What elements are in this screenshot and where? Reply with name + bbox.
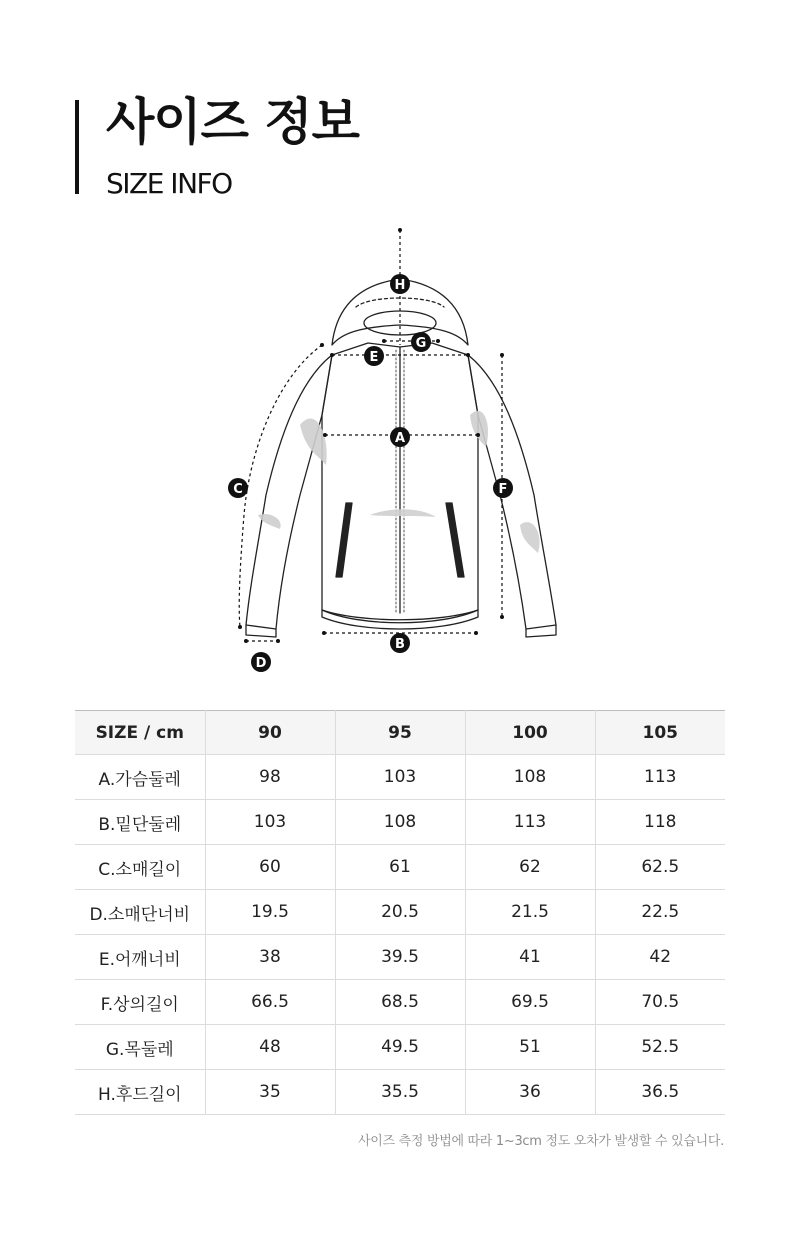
cell-value: 38 [205,935,335,980]
header-size-unit: SIZE / cm [75,711,205,755]
table-row [75,935,725,980]
row-label: F.상의길이 [75,980,205,1025]
size-table [75,710,725,1115]
marker-E-label: E [369,350,379,365]
cell-value: 61 [335,845,465,890]
row-label: D.소매단너비 [75,890,205,935]
cell-value: 41 [465,935,595,980]
cell-value: 42 [595,935,725,980]
row-label: H.후드길이 [75,1070,205,1115]
cell-value: 108 [465,755,595,800]
cell-value: 35 [205,1070,335,1115]
marker-H-label: H [394,278,406,293]
marker-G [411,332,431,352]
cell-value: 108 [335,800,465,845]
cell-value: 21.5 [465,890,595,935]
table-row [75,800,725,845]
cell-value: 103 [335,755,465,800]
cell-value: 113 [595,755,725,800]
cell-value: 68.5 [335,980,465,1025]
table-row [75,1025,725,1070]
cell-value: 98 [205,755,335,800]
cell-value: 62.5 [595,845,725,890]
cell-value: 35.5 [335,1070,465,1115]
table-header-row [75,711,725,755]
table-row [75,980,725,1025]
header-size-105: 105 [595,711,725,755]
page-subtitle: SIZE INFO [106,167,232,200]
marker-B [390,633,410,653]
marker-G-label: G [415,336,427,351]
marker-H [390,274,410,294]
cell-value: 39.5 [335,935,465,980]
table-row [75,1070,725,1115]
table-row [75,845,725,890]
cell-value: 22.5 [595,890,725,935]
marker-D [251,652,271,672]
cell-value: 66.5 [205,980,335,1025]
cell-value: 62 [465,845,595,890]
row-label: G.목둘레 [75,1025,205,1070]
cell-value: 52.5 [595,1025,725,1070]
marker-C-label: C [233,482,243,497]
row-label: A.가슴둘레 [75,755,205,800]
table-row [75,890,725,935]
cell-value: 103 [205,800,335,845]
jacket-measurement-diagram [0,215,800,685]
page-title: 사이즈 정보 [106,93,359,151]
cell-value: 60 [205,845,335,890]
cell-value: 36 [465,1070,595,1115]
marker-F [493,478,513,498]
cell-value: 20.5 [335,890,465,935]
cell-value: 51 [465,1025,595,1070]
cell-value: 49.5 [335,1025,465,1070]
cell-value: 69.5 [465,980,595,1025]
cell-value: 48 [205,1025,335,1070]
jacket-illustration [246,279,556,637]
header-size-100: 100 [465,711,595,755]
table-row [75,755,725,800]
marker-B-label: B [395,637,405,652]
marker-C [228,478,248,498]
marker-F-label: F [498,482,508,497]
header-size-90: 90 [205,711,335,755]
measurement-note: 사이즈 측정 방법에 따라 1~3cm 정도 오차가 발생할 수 있습니다. [357,1134,724,1149]
cell-value: 70.5 [595,980,725,1025]
cell-value: 36.5 [595,1070,725,1115]
cell-value: 19.5 [205,890,335,935]
marker-A-label: A [394,431,406,446]
row-label: C.소매길이 [75,845,205,890]
row-label: E.어깨너비 [75,935,205,980]
measurement-lines [239,230,502,641]
marker-A [390,427,410,447]
header-size-95: 95 [335,711,465,755]
marker-E [364,346,384,366]
title-accent-bar [75,100,79,194]
cell-value: 118 [595,800,725,845]
row-label: B.밑단둘레 [75,800,205,845]
cell-value: 113 [465,800,595,845]
marker-D-label: D [255,656,267,671]
